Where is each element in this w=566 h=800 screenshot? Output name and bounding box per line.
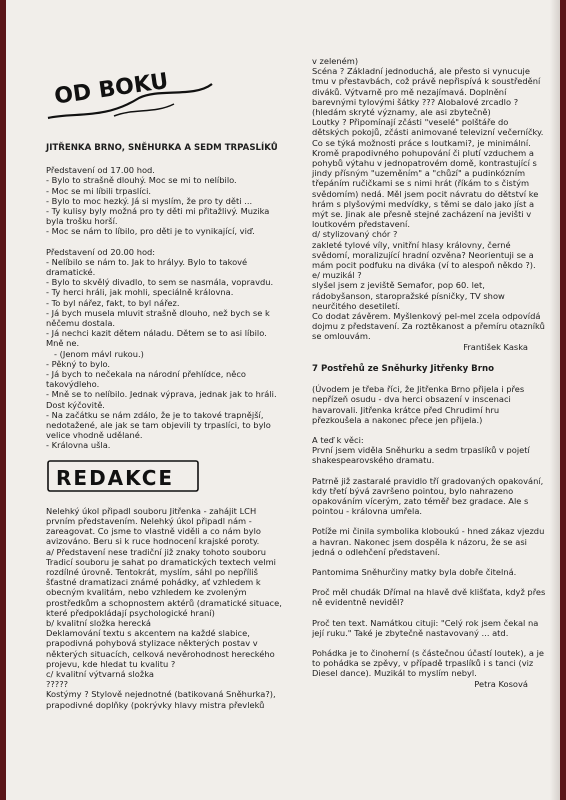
redakce-paragraph: Deklamování textu s akcentem na každé slabice, prapodivná pohybová stylizace některých postav v některých situacích, celková nevěrohodnost hereckého projevu, kde hledat tu kvalitu ? xyxy=(46,628,275,669)
show2-line: Představení od 20.00 hod: xyxy=(46,246,156,257)
intro-paragraph: (Úvodem je třeba říci, že Jitřenka Brno přijela i přes nepřízeň osudu - dva herci obsazení v inscenaci havarovali. Jitřenka krátce před Chrudimí hru přezkoušela a nakonec přece jen přijela.) xyxy=(312,384,525,425)
point-paragraph: Pantomima Sněhurčiny matky byla dobře čitelná. xyxy=(312,566,517,577)
right-article-title: 7 Postřehů ze Sněhurky Jitřenky Brno xyxy=(312,363,494,374)
right-column xyxy=(312,0,548,689)
point-paragraph: Pohádka je to činoherní (s částečnou účastí loutek), a je to pohádka se zpěvy, v případě trpaslíků i s tanci (viz Diesel dance). Muzikál to myslím nebyl. xyxy=(312,647,545,679)
point-paragraph: Proč ten text. Namátkou cituji: "Celý rok jsem čekal na její ruku." Také je zbytečně nastavovaný ... atd. xyxy=(312,617,539,638)
author-signature: František Kaska xyxy=(463,341,528,352)
critique-paragraph: v zeleném) xyxy=(312,56,359,66)
show2-line: - Mně se to nelíbilo. Jednak výprava, jednak jak to hráli. Dost kýčovitě. xyxy=(46,389,277,410)
show1-line: Představení od 17.00 hod. xyxy=(46,165,155,176)
show1-line: - Moc se nám to líbilo, pro děti je to vynikající, viď. xyxy=(46,226,255,237)
show2-line: - Pěkný to bylo. xyxy=(46,358,111,369)
point-paragraph: Patrně již zastaralé pravidlo tří gradovaných opakování, kdy třetí bývá završeno pointou, bylo nahrazeno opakováním vícerým, zato téměř bez gradace. Ale s pointou - královna umřela. xyxy=(312,475,544,517)
show2-line: - Já nechci kazit dětem náladu. Dětem se to asi líbilo. Mně ne. xyxy=(46,328,267,349)
redakce-paragraph: b/ kvalitní složka herecká xyxy=(46,617,152,628)
author-signature: Petra Kosová xyxy=(474,678,528,689)
show2-line: - Nelíbilo se nám to. Jak to hrályy. Bylo to takové dramatické. xyxy=(46,256,248,278)
show2-line: - To byl nářez, fakt, to byl nářez. xyxy=(46,297,180,308)
critique-paragraph: d/ stylizovaný chór ? xyxy=(312,229,398,240)
od-boku-logo-text: OD BOKU xyxy=(52,68,170,110)
redakce-logo-text: REDAKCE xyxy=(56,465,175,490)
magazine-page xyxy=(6,0,560,800)
redakce-paragraph: Kostýmy ? Stylově nejednotné (batikovaná Sněhurka?), prapodivné doplňky (pokrývky hlavy mistra převleků xyxy=(46,689,276,710)
critique-paragraph: Co se týká možnosti práce s loutkami?, je minimální. Kromě prapodivného pohupování či plutí vzduchem a pohybů výtahu v jednopatrovém domě, kontrastující s jindy přísným "uzeměním" a "chůzí" a pudinkózním třepáním ručičkami se s nimi hrát (říkám to s čistým svědomím) nedá. Měl jsem pocit návratu do dětství ke hrám s plyšovými medvídky, s těmi se dalo jako jíst a mýt se. Jinak ale přesně stejné zacházení na jevišti v loutkovém představení. xyxy=(312,137,539,230)
lead-line: A teď k věci: xyxy=(312,434,364,445)
show2-line: - Královna ušla. xyxy=(46,440,111,451)
redakce-logo xyxy=(46,457,206,497)
critique-paragraph: zakleté tylové víly, vnitřní hlasy královny, černé svědomí, moralizující hradní ozvěna? Neorientuji se a mám pocit podfuku na diváka (ví to alespoň někdo ?). xyxy=(312,239,536,271)
redakce-paragraph: Nelehký úkol připadl souboru Jitřenka - zahájit LCH prvním představením. Nelehký úkol připadl nám - zareagovat. Co jsme to vlastně viděli a co nám bylo avizováno. Beru si k ruce hodnocení krajské poroty. xyxy=(46,505,261,547)
redakce-paragraph: Tradicí souboru je sahat po dramatických textech velmi rozdílné úrovně. Tentokrát, myslím, sáhl po nepříliš šťastné dramatizaci známé pohádky, ať vzhledem k obecným kvalitám, nebo vzhledem ke zvoleným prostředkům a schopnostem aktérů (dramatické situace, které předpokládají psychologické hraní) xyxy=(46,556,282,618)
critique-paragraph: Co dodat závěrem. Myšlenkový pel-mel zcela odpovídá dojmu z představení. Za roztěkanost a přemíru otazníků se omlouvám. xyxy=(312,311,545,342)
show1-line: - Bylo to moc hezký. Já si myslím, že pro ty děti ... xyxy=(46,195,253,206)
show2-line: - Na začátku se nám zdálo, že je to takové trapnější, nedotažené, ale jak se tam objevili ty trpaslíci, to bylo velice vhodně udělané. xyxy=(46,409,271,441)
point-paragraph: První jsem viděla Sněhurku a sedm trpaslíků v pojetí shakespearovského dramatu. xyxy=(312,445,530,466)
redakce-paragraph: c/ kvalitní výtvarná složka xyxy=(46,668,154,679)
critique-paragraph: Loutky ? Připomínají zčásti "veselé" polštáře do dětských pokojů, zčásti animované televizní večerníčky. xyxy=(312,117,544,138)
point-paragraph: Potíže mi činila symbolika kloboukú - hned zákaz vjezdu a havran. Nakonec jsem dospěla k názoru, že se asi jedná o odlehčení představení. xyxy=(312,526,545,557)
show2-line: - Já bych to nečekala na národní přehlídce, něco takovýdleho. xyxy=(46,369,246,390)
show2-line: - (Jenom mávl rukou.) xyxy=(54,348,144,359)
show2-line: - Bylo to skvělý divadlo, to sem se nasmála, vopravdu. xyxy=(46,277,274,288)
show1-line: - Moc se mi líbili trpaslíci. xyxy=(46,185,152,196)
left-article-title: JITŘENKA BRNO, SNĚHURKA A SEDM TRPASLÍKŮ xyxy=(46,143,278,153)
show1-line: - Bylo to strašně dlouhý. Moc se mi to nelíbilo. xyxy=(46,175,237,186)
left-column xyxy=(46,0,286,710)
critique-paragraph: slyšel jsem z jeviště Semafor, pop 60. let, rádobyšanson, staropražské písničky, TV show neurčitého desetiletí. xyxy=(312,280,505,311)
redakce-paragraph: a/ Představení nese tradiční již znaky tohoto souboru xyxy=(46,546,267,557)
critique-paragraph: Scéna ? Základní jednoduchá, ale přesto si vynucuje tmu v přestavbách, což právě nepřispívá k soustředění diváků. Výtvarně pro mě nezajímavá. Doplnění barevnými tylovými šátky ??? Alobalové zrcadlo ? (hledám skryté významy, ale asi zbytečně) xyxy=(312,66,541,118)
show1-line: - Ty kulisy byly možná pro ty děti mi přitažlivý. Muzika byla trošku horší. xyxy=(46,206,270,227)
critique-paragraph: e/ muzikál ? xyxy=(312,270,362,281)
show2-line: - Ty herci hráli, jak mohli, speciálně královna. xyxy=(46,287,234,298)
redakce-paragraph: ????? xyxy=(46,679,69,690)
show2-line: - Já bych musela mluvit strašně dlouho, než bych se k něčemu dostala. xyxy=(46,307,270,329)
point-paragraph: Proč měl chudák Dřímal na hlavě dvě klišťata, když přes ně evidentně neviděl? xyxy=(312,587,546,608)
